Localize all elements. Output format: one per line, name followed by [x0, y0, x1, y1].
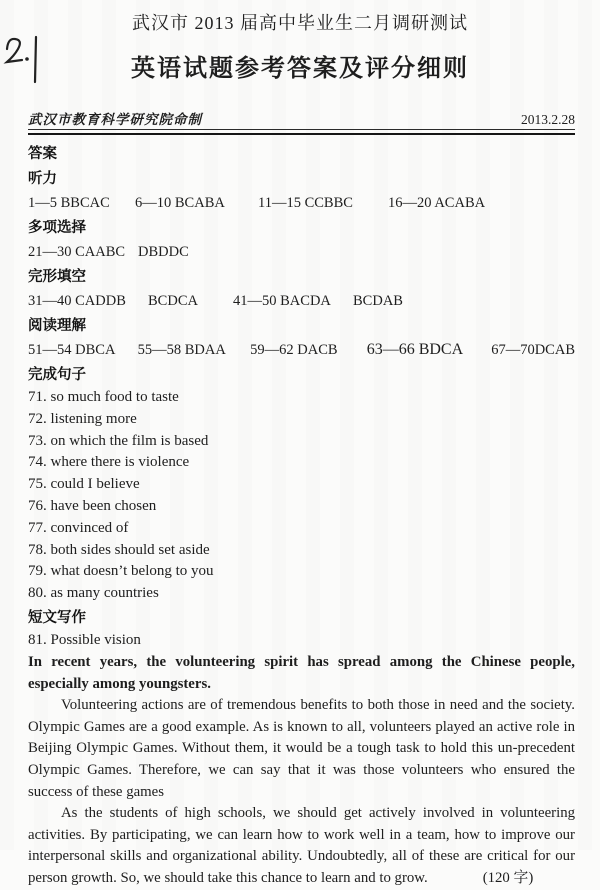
- answer-group: 63—66 BDCA: [366, 341, 464, 358]
- answer-group: 59—62 DACB: [250, 342, 338, 358]
- section-writing-label: 短文写作: [28, 609, 86, 626]
- listening-answers-row: [28, 191, 575, 216]
- section-multiple-choice-label: 多项选择: [28, 219, 86, 236]
- essay-paragraph-1: Volunteering actions are of tremendous benefits to both those in need and the society. Olympic Games are a good example. As is known to all, volunteers played an active role in Beijing Olympic Games. Without them, it would be a tough task to hold this un-precedent Olympic Games. Therefore, we can say that it was those volunteers who ensured the success of these games: [28, 697, 575, 800]
- answer-group: 51—54 DBCA: [28, 342, 116, 358]
- handwritten-mark-2-1: [2, 34, 44, 93]
- essay-paragraph-2: [28, 803, 575, 889]
- answer-group: 6—10 BCABA: [135, 195, 225, 211]
- issuing-authority: 武汉市教育科学研究院命制: [28, 112, 202, 128]
- completion-item: 74. where there is violence: [28, 454, 190, 471]
- answer-group: 67—70DCAB: [491, 342, 575, 358]
- header-row: [28, 108, 575, 128]
- reading-answers-row: [28, 338, 575, 363]
- sentence-completion-list: [28, 387, 575, 605]
- answer-group: 21—30 CAABC: [28, 244, 126, 260]
- cloze-answers-row: [28, 289, 575, 314]
- section-reading-label: 阅读理解: [28, 317, 86, 334]
- completion-item: 75. could I believe: [28, 476, 140, 493]
- answer-group: 55—58 BDAA: [137, 342, 226, 358]
- completion-item: 71. so much food to taste: [28, 389, 179, 405]
- essay-bold-opening: In recent years, the volunteering spirit has spread among the Chinese people, especially among youngsters.: [28, 653, 575, 692]
- completion-item: 77. convinced of: [28, 519, 129, 536]
- answer-group: 11—15 CCBBC: [258, 195, 353, 211]
- answer-group: 16—20 ACABA: [388, 195, 486, 211]
- essay-word-count: (120 字): [482, 869, 534, 886]
- answer-group: 41—50 BACDA: [233, 293, 331, 309]
- completion-item: 79. what doesn’t belong to you: [28, 563, 214, 580]
- issue-date: 2013.2.28: [521, 112, 575, 127]
- completion-item: 72. listening more: [28, 410, 137, 427]
- answer-group: BCDAB: [353, 293, 403, 309]
- writing-intro: 81. Possible vision: [28, 631, 141, 648]
- essay-paragraph-2-text: As the students of high schools, we should get actively involved in volunteering activities. By participating, we can learn how to work well in a team, how to improve our interpersonal skills and organizational ability. Undoubtedly, all of these are critical for our person growth. So, we should take this chance to learn and to grow.: [28, 805, 575, 886]
- multiple-choice-answers-row: [28, 240, 575, 265]
- completion-item: 80. as many countries: [28, 585, 159, 602]
- document-title: 武汉市 2013 届高中毕业生二月调研测试: [132, 13, 468, 33]
- answer-group: BCDCA: [148, 293, 198, 309]
- section-answers-label: 答案: [28, 146, 57, 162]
- completion-item: 76. have been chosen: [28, 497, 157, 514]
- header-divider: [28, 129, 575, 135]
- handwritten-mark-strokes: [2, 34, 44, 88]
- answer-content: [28, 142, 575, 890]
- answer-group: 1—5 BBCAC: [28, 195, 110, 211]
- answer-group: 31—40 CADDB: [28, 293, 126, 309]
- answer-group: DBDDC: [138, 244, 189, 260]
- section-sentence-completion-label: 完成句子: [28, 366, 86, 383]
- document-subtitle: 英语试题参考答案及评分细则: [131, 54, 469, 82]
- section-listening-label: 听力: [28, 170, 57, 187]
- sample-essay: [28, 652, 575, 890]
- completion-item: 73. on which the film is based: [28, 432, 209, 449]
- completion-item: 78. both sides should set aside: [28, 541, 210, 558]
- section-cloze-label: 完形填空: [28, 268, 86, 285]
